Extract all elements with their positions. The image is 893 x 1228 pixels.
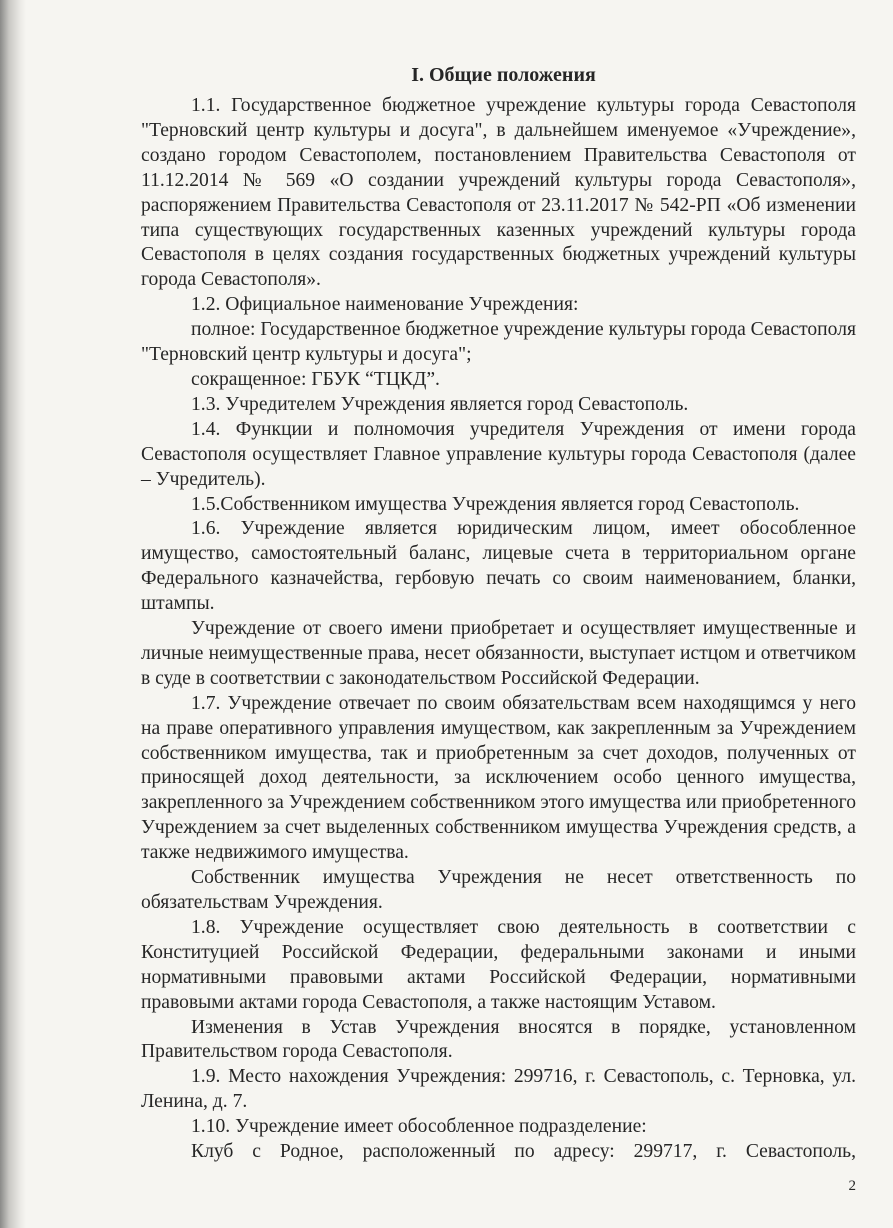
paragraph-1-3: 1.3. Учредителем Учреждения является город Севастополь. [191,393,689,415]
paragraph-1-4: 1.4. Функции и полномочия учредителя Учреждения от имени города Севастополя осуществляет Главное управление культуры города Севастополя (далее – Учредитель). [141,418,856,490]
paragraph-short-name: сокращенное: ГБУК “ТЦКД”. [191,368,440,390]
paragraph-full-name: полное: Государственное бюджетное учреждение культуры города Севастополя "Терновский центр культуры и досуга"; [141,319,856,366]
paragraph-1-10: 1.10. Учреждение имеет обособленное подразделение: [191,1116,647,1138]
paragraph-1-6: 1.6. Учреждение является юридическим лицом, имеет обособленное имущество, самостоятельный баланс, лицевые счета в территориальном органе Федерального казначейства, гербовую печать со своим наименованием, бланки, штампы. [141,518,856,615]
paragraph-1-1: 1.1. Государственное бюджетное учреждение культуры города Севастополя "Терновский центр культуры и досуга", в дальнейшем именуемое «Учреждение», создано городом Севастополем, постановлением Правительства Севастополя от 11.12.2014 № 569 «О создании учреждений культуры города Севастополя», распоряжением Правительства Севастополя от 23.11.2017 № 542-РП «Об изменении типа существующих государственных казенных учреждений культуры города Севастополя в целях создания государственных бюджетных учреждений культуры города Севастополя». [141,95,856,291]
paragraph-1-7: 1.7. Учреждение отвечает по своим обязательствам всем находящимся у него на праве оперативного управления имуществом, как закрепленным за Учреждением собственником имущества, так и приобретенным за счет доходов, полученных от приносящей доход деятельности, за исключением особо ценного имущества, закрепленного за Учреждением собственником этого имущества или приобретенного Учреждением за счет выделенных собственником имущества Учреждения средств, а также недвижимого имущества. [141,692,857,864]
paragraph-1-8-changes: Изменения в Устав Учреждения вносятся в порядке, установленном Правительством города Севастополя. [141,1016,856,1063]
section-title: I. Общие положения [411,64,596,86]
paragraph-1-7-owner: Собственник имущества Учреждения не несет ответственность по обязательствам Учреждения. [141,867,856,913]
paragraph-1-8: 1.8. Учреждение осуществляет свою деятельность в соответствии с Конституцией Российской Федерации, федеральными законами и иными нормативными правовыми актами Российской Федерации, нормативными правовыми актами города Севастополя, а также настоящим Уставом. [141,916,856,1013]
paragraph-1-9: 1.9. Место нахождения Учреждения: 299716, г. Севастополь, с. Терновка, ул. Ленина, д. 7. [141,1066,856,1113]
paragraph-1-6-rights: Учреждение от своего имени приобретает и осуществляет имущественные и личные неимущественные права, несет обязанности, выступает истцом и ответчиком в суде в соответствии с законодательством Российской Федерации. [141,618,856,689]
paragraph-club-address: Клуб с Родное, расположенный по адресу: 299717, г. Севастополь, [191,1141,856,1163]
page-number: 2 [848,1177,856,1194]
paragraph-1-2: 1.2. Официальное наименование Учреждения: [191,294,579,316]
paragraph-1-5: 1.5.Собственником имущества Учреждения является город Севастополь. [191,493,800,515]
document-body [141,94,856,1165]
